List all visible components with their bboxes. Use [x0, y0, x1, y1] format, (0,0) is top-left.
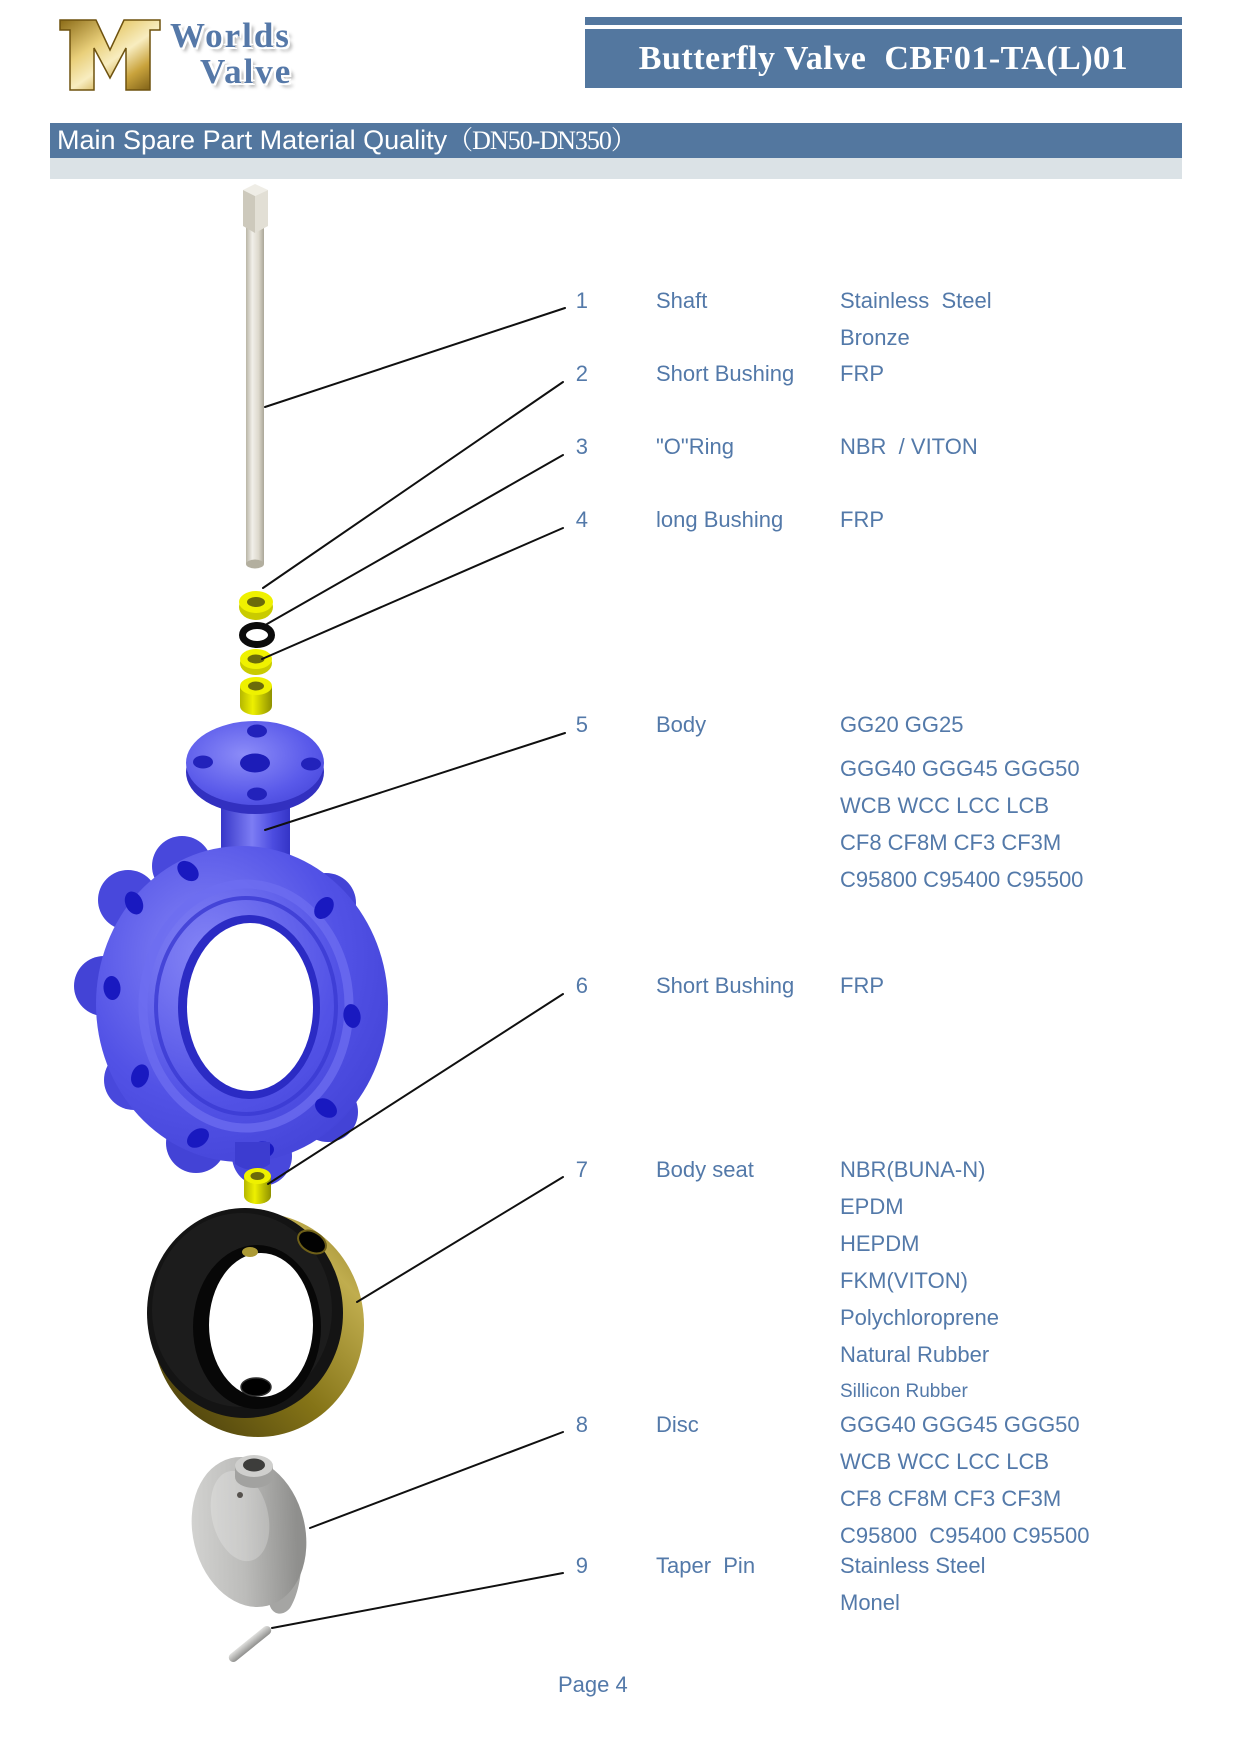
part-number: 7 [575, 1157, 588, 1182]
part-materials [840, 428, 978, 465]
document-title: Butterfly Valve CBF01-TA(L)01 [585, 29, 1182, 88]
leader-line-8 [310, 1432, 563, 1528]
part-materials [840, 1547, 986, 1621]
leader-line-1 [265, 308, 565, 407]
leader-line-4 [262, 528, 563, 659]
material-value: EPDM [840, 1194, 904, 1219]
part-name: Taper Pin [656, 1553, 756, 1578]
material-value: HEPDM [840, 1231, 920, 1256]
part-name: Shaft [656, 288, 708, 313]
material-value: CF8 CF8M CF3 CF3M [840, 830, 1062, 855]
material-value: FKM(VITON) [840, 1268, 968, 1293]
part-materials [840, 355, 884, 392]
brand-line1: Worlds [170, 16, 291, 55]
part-name: "O"Ring [656, 434, 734, 459]
material-value: GGG40 GGG45 GGG50 [840, 756, 1080, 781]
material-value: FRP [840, 973, 884, 998]
material-value: C95800 C95400 C95500 [840, 1523, 1090, 1548]
part-number: 4 [575, 507, 588, 532]
part-number: 3 [575, 434, 588, 459]
long-bushing-illustration [240, 649, 272, 715]
section-size-range: （DN50-DN350） [447, 126, 636, 155]
o-ring-illustration [243, 626, 272, 645]
material-value: FRP [840, 361, 884, 386]
part-number: 9 [575, 1553, 588, 1578]
part-materials [840, 1406, 1090, 1554]
material-value: CF8 CF8M CF3 CF3M [840, 1486, 1062, 1511]
body-illustration [74, 721, 388, 1186]
short-bushing-illustration [239, 591, 273, 620]
material-value: NBR(BUNA-N) [840, 1157, 986, 1182]
logo-monogram-icon [56, 14, 164, 102]
part-materials [840, 706, 1083, 898]
material-value: C95800 C95400 C95500 [840, 867, 1084, 892]
page-number: Page 4 [558, 1672, 628, 1697]
section-underline-strip [50, 158, 1182, 179]
part-materials [840, 501, 884, 538]
brand-line2: Valve [200, 52, 293, 91]
leader-line-7 [357, 1177, 563, 1302]
material-value: Monel [840, 1590, 900, 1615]
material-value: Natural Rubber [840, 1342, 990, 1367]
part-number: 5 [575, 712, 588, 737]
material-value: Sillicon Rubber [840, 1381, 968, 1402]
part-number: 1 [575, 288, 588, 313]
taper-pin-illustration [227, 1624, 273, 1664]
body-seat-illustration [147, 1208, 364, 1437]
part-name: Disc [656, 1412, 699, 1437]
material-value: Stainless Steel [840, 288, 992, 313]
lower-bushing-illustration [244, 1168, 271, 1204]
material-value: GG20 GG25 [840, 712, 964, 737]
part-materials [840, 282, 992, 356]
shaft-illustration [243, 184, 268, 569]
leader-line-9 [272, 1573, 563, 1628]
part-name: Short Bushing [656, 973, 795, 998]
leader-line-2 [263, 382, 563, 588]
part-name: Short Bushing [656, 361, 795, 386]
material-value: Stainless Steel [840, 1553, 986, 1578]
disc-illustration [176, 1445, 321, 1620]
section-header [50, 123, 1182, 158]
material-value: NBR / VITON [840, 434, 978, 459]
part-name: Body seat [656, 1157, 754, 1182]
material-value: Bronze [840, 325, 910, 350]
material-value: FRP [840, 507, 884, 532]
part-name: Body [656, 712, 707, 737]
section-title: Main Spare Part Material Quality [57, 125, 448, 155]
material-value: Polychloroprene [840, 1305, 999, 1330]
material-value: GGG40 GGG45 GGG50 [840, 1412, 1080, 1437]
part-materials [840, 1151, 999, 1410]
part-number: 2 [575, 361, 588, 386]
material-value: WCB WCC LCC LCB [840, 1449, 1050, 1474]
leader-line-3 [267, 455, 563, 624]
material-value: WCB WCC LCC LCB [840, 793, 1050, 818]
part-number: 6 [575, 973, 588, 998]
header-rule [585, 17, 1182, 25]
part-name: long Bushing [656, 507, 784, 532]
part-materials [840, 967, 884, 1004]
part-number: 8 [575, 1412, 588, 1437]
